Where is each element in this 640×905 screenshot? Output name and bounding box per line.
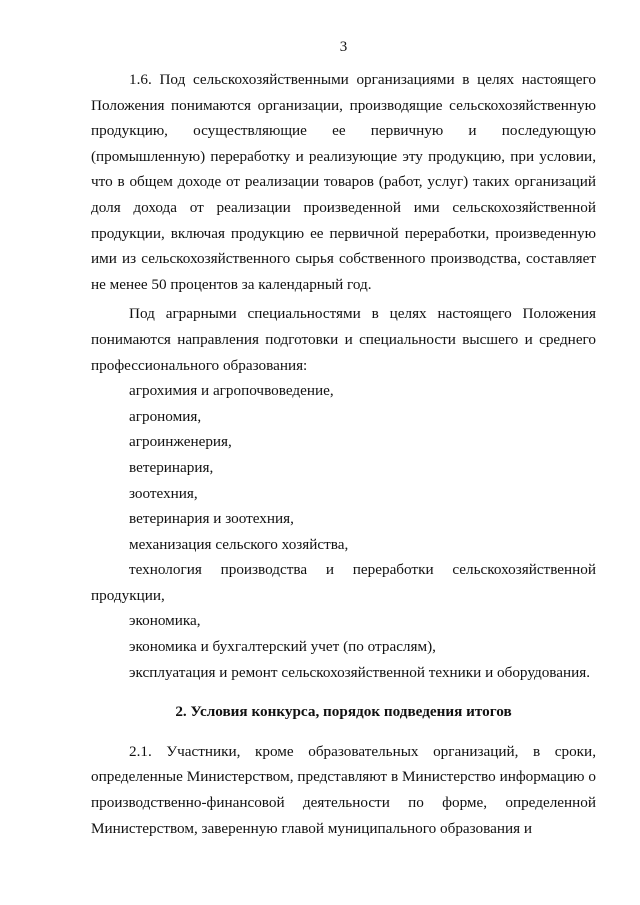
specialties-list [91,378,596,685]
list-item: экономика, [129,612,201,630]
list-item: эксплуатация и ремонт сельскохозяйственной техники и оборудования. [129,663,591,681]
section-2-heading: 2. Условия конкурса, порядок подведения итогов [175,703,512,721]
list-item: зоотехния, [129,484,198,502]
list-item: ветеринария, [129,458,214,476]
list-item: агрономия, [129,407,202,425]
list-item: экономика и бухгалтерский учет (по отраслям), [129,638,436,656]
document-body [91,67,596,841]
list-item: агроинженерия, [129,433,232,451]
paragraph-1-6: 1.6. Под сельскохозяйственными организациями в целях настоящего Положения понимаются организации, производящие сельскохозяйственную продукцию, осуществляющие ее первичную и последующую (промышленную) переработку и реализующие эту продукцию, при условии, что в общем доходе от реализации товаров (работ, услуг) таких организаций доля дохода от реализации произведенной ими сельскохозяйственной продукции, включая продукцию ее первичной переработки, произведенную ими из сельскохозяйственного сырья собственного производства, составляет не менее 50 процентов за календарный год. [91,71,596,293]
list-item: технология производства и переработки сельскохозяйственной продукции, [91,561,596,604]
list-item: агрохимия и агропочвоведение, [129,382,334,400]
list-item: ветеринария и зоотехния, [129,510,294,528]
page-number: 3 [339,39,348,55]
list-item: механизация сельского хозяйства, [129,535,349,553]
paragraph-agrarian-specialties: Под аграрными специальностями в целях настоящего Положения понимаются направления подготовки и специальности высшего и среднего профессионального образования: [91,305,596,374]
paragraph-2-1: 2.1. Участники, кроме образовательных организаций, в сроки, определенные Министерством, представляют в Министерство информацию о производственно-финансовой деятельности по форме, определенной Министерством, заверенную главой муниципального образования и [91,742,596,837]
